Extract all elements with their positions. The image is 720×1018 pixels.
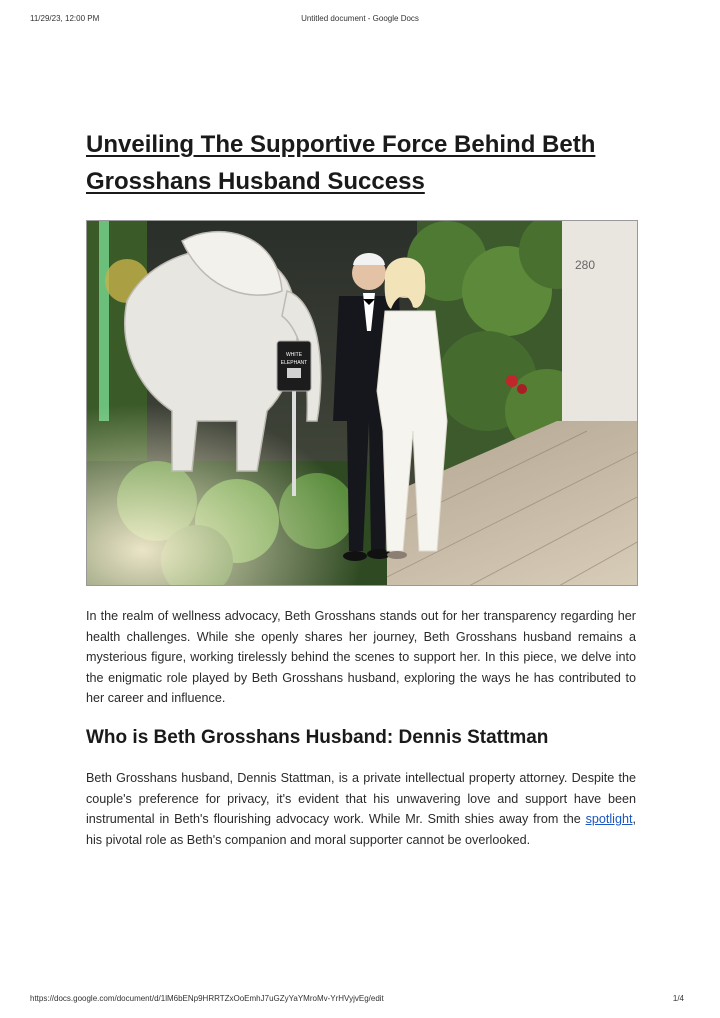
section-heading: Who is Beth Grosshans Husband: Dennis Stattman [86, 727, 549, 748]
couple-photo-illustration [87, 221, 638, 586]
print-header [0, 14, 720, 26]
section-text-before-link: Beth Grosshans husband, Dennis Stattman, is a private intellectual property attorney. Despite the couple's preference for privacy, it's evident that his unwavering love and support have been instrumental in Beth's flourishing advocacy work. While Mr. Smith shies away from the [86, 771, 636, 826]
spotlight-link[interactable]: spotlight [585, 812, 633, 826]
print-footer [0, 994, 720, 1006]
print-doc-title: Untitled document - Google Docs [301, 14, 419, 23]
article-title: Unveiling The Supportive Force Behind Beth Grosshans Husband Success [86, 131, 596, 195]
print-url: https://docs.google.com/document/d/1lM6bENp9HRRTZxOoEmhJ7uGZyYaYMroMv-YrHVyjvEg/edit [30, 994, 384, 1003]
print-page-number: 1/4 [672, 994, 684, 1003]
article-photo [86, 220, 638, 586]
section-paragraph [86, 768, 636, 850]
print-datetime: 11/29/23, 12:00 PM [30, 14, 100, 23]
intro-paragraph: In the realm of wellness advocacy, Beth Grosshans stands out for her transparency regarding her health challenges. While she openly shares her journey, Beth Grosshans husband remains a mysterious figure, working tirelessly behind the scenes to support her. In this piece, we delve into the enigmatic role played by Beth Grosshans husband, exploring the ways he has contributed to her career and influence. [86, 609, 636, 705]
sign-text-line2: ELEPHANT [280, 360, 308, 366]
section-text-after-link: , his pivotal role as Beth's companion and moral supporter cannot be overlooked. [86, 812, 636, 847]
sign-text-line1: WHITE [285, 352, 303, 358]
